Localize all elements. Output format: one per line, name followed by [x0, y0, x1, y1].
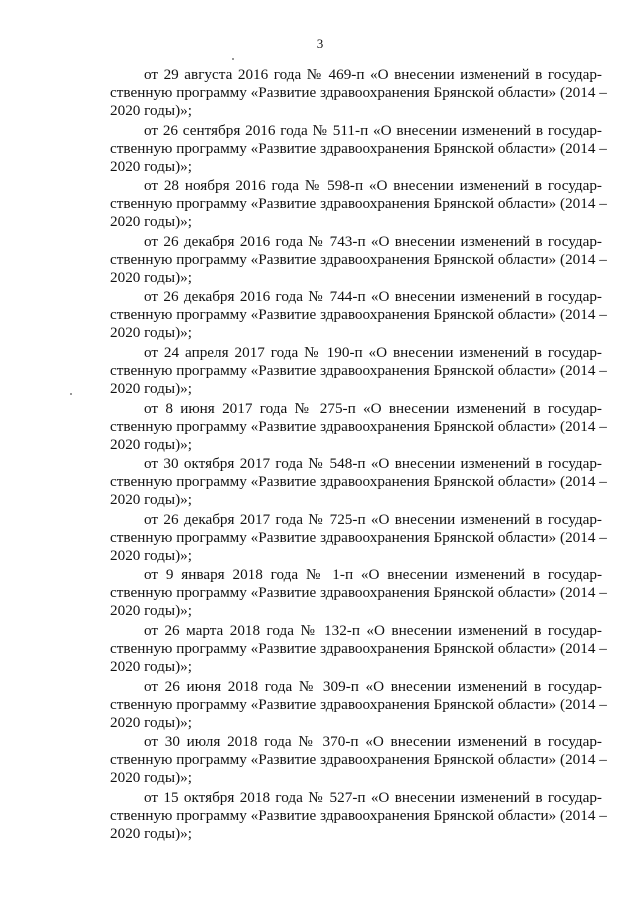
page-number: 3	[316, 36, 324, 51]
entry-line-2: ственную программу «Развитие здравоохранения Брянской области» (2014 –	[110, 473, 607, 491]
entry-line-3: 2020 годы)»;	[110, 769, 192, 787]
entry-line-3: 2020 годы)»;	[110, 546, 192, 564]
entry-line-1: от 26 декабря 2016 года № 743-п «О внесении изменений в государ-	[144, 232, 602, 250]
entry-line-3: 2020 годы)»;	[110, 491, 192, 509]
entry-line-2: ственную программу «Развитие здравоохранения Брянской области» (2014 –	[110, 806, 607, 824]
entry-line-1: от 30 июля 2018 года № 370-п «О внесении изменений в государ-	[144, 733, 602, 751]
entry-line-2: ственную программу «Развитие здравоохранения Брянской области» (2014 –	[110, 306, 607, 324]
entry-line-1: от 26 июня 2018 года № 309-п «О внесении изменений в государ-	[144, 677, 602, 695]
entry-line-3: 2020 годы)»;	[110, 379, 192, 397]
entry-line-2: ственную программу «Развитие здравоохранения Брянской области» (2014 –	[110, 139, 607, 157]
entry-line-2: ственную программу «Развитие здравоохранения Брянской области» (2014 –	[110, 84, 607, 101]
list-item	[110, 232, 607, 287]
entry-line-1: от 30 октября 2017 года № 548-п «О внесении изменений в государ-	[144, 455, 602, 473]
entry-line-3: 2020 годы)»;	[110, 713, 192, 731]
entry-line-3: 2020 годы)»;	[110, 213, 192, 231]
entry-line-3: 2020 годы)»;	[110, 824, 192, 842]
entry-line-2: ственную программу «Развитие здравоохранения Брянской области» (2014 –	[110, 695, 607, 713]
entry-line-3: 2020 годы)»;	[110, 268, 192, 286]
list-item	[110, 621, 607, 676]
list-item	[110, 343, 607, 398]
entry-line-1: от 9 января 2018 года № 1-п «О внесении изменений в государ-	[144, 566, 602, 584]
list-item	[110, 177, 607, 231]
scan-speck	[232, 58, 234, 60]
entry-line-1: от 26 сентября 2016 года № 511-п «О внесении изменений в государ-	[144, 121, 602, 139]
entry-line-1: от 26 марта 2018 года № 132-п «О внесении изменений в государ-	[144, 621, 602, 639]
entry-line-1: от 8 июня 2017 года № 275-п «О внесении изменений в государ-	[144, 399, 602, 417]
entry-line-3: 2020 годы)»;	[110, 435, 192, 453]
entry-line-3: 2020 годы)»;	[110, 157, 192, 175]
entry-line-2: ственную программу «Развитие здравоохранения Брянской области» (2014 –	[110, 751, 607, 769]
list-item	[110, 399, 607, 454]
list-item	[110, 66, 607, 120]
list-item	[110, 288, 607, 342]
entry-line-2: ственную программу «Развитие здравоохранения Брянской области» (2014 –	[110, 528, 607, 546]
list-item	[110, 677, 607, 732]
entry-line-1: от 24 апреля 2017 года № 190-п «О внесении изменений в государ-	[144, 343, 602, 361]
list-item	[110, 510, 607, 565]
entry-line-2: ственную программу «Развитие здравоохранения Брянской области» (2014 –	[110, 195, 607, 213]
document-body	[110, 66, 607, 844]
list-item	[110, 788, 607, 843]
entry-line-1: от 15 октября 2018 года № 527-п «О внесении изменений в государ-	[144, 788, 602, 806]
scan-speck	[70, 393, 72, 395]
entry-line-1: от 26 декабря 2017 года № 725-п «О внесении изменений в государ-	[144, 510, 602, 528]
entry-line-3: 2020 годы)»;	[110, 324, 192, 342]
list-item	[110, 455, 607, 509]
entry-line-1: от 29 августа 2016 года № 469-п «О внесении изменений в государ-	[144, 66, 602, 83]
entry-line-3: 2020 годы)»;	[110, 102, 192, 119]
list-item	[110, 566, 607, 620]
entry-line-1: от 26 декабря 2016 года № 744-п «О внесении изменений в государ-	[144, 288, 602, 306]
entry-line-2: ственную программу «Развитие здравоохранения Брянской области» (2014 –	[110, 639, 607, 657]
entry-line-2: ственную программу «Развитие здравоохранения Брянской области» (2014 –	[110, 417, 607, 435]
entry-line-3: 2020 годы)»;	[110, 602, 192, 620]
list-item	[110, 733, 607, 787]
entry-line-2: ственную программу «Развитие здравоохранения Брянской области» (2014 –	[110, 584, 607, 602]
entry-line-2: ственную программу «Развитие здравоохранения Брянской области» (2014 –	[110, 361, 607, 379]
list-item	[110, 121, 607, 176]
entry-line-3: 2020 годы)»;	[110, 657, 192, 675]
entry-line-2: ственную программу «Развитие здравоохранения Брянской области» (2014 –	[110, 250, 607, 268]
entry-line-1: от 28 ноября 2016 года № 598-п «О внесении изменений в государ-	[144, 177, 602, 195]
